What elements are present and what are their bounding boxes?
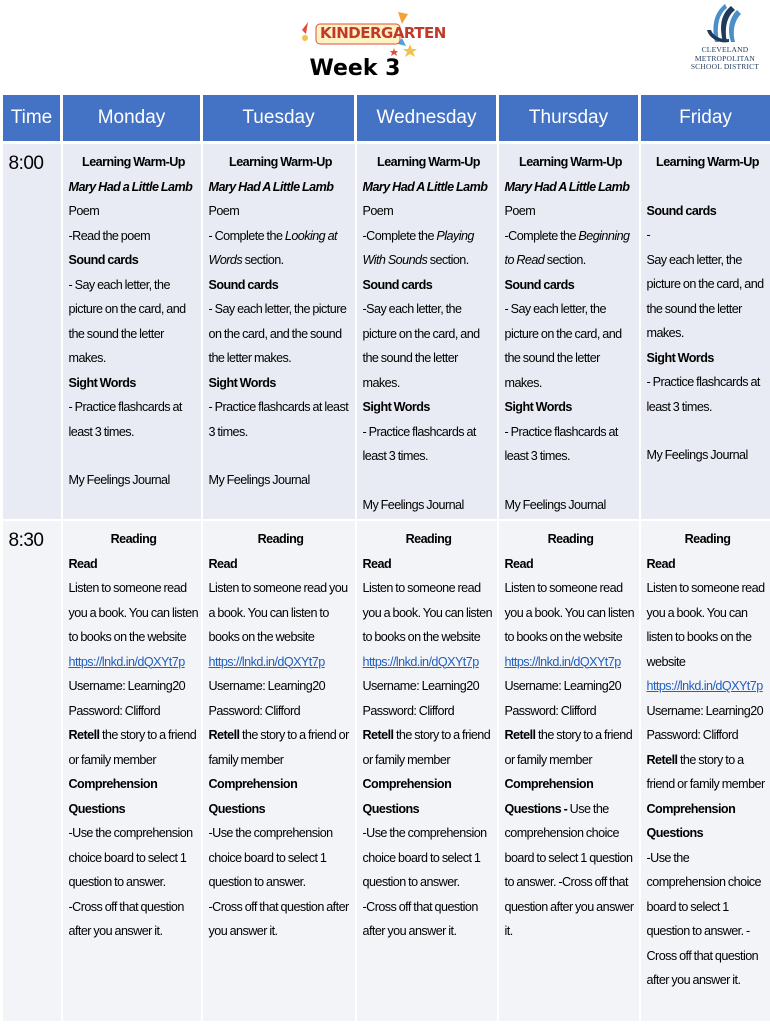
password-text: Password: Clifford <box>362 703 455 718</box>
poem-word: Poem <box>362 204 394 218</box>
retell-label: Retell <box>646 752 678 767</box>
username-text: Username: Learning20 <box>646 703 764 718</box>
sight-words-text: - Practice flashcards at least 3 times. <box>504 424 618 463</box>
sight-words-text: - Practice flashcards at least 3 times. <box>208 400 349 439</box>
complete-suffix: section. <box>544 253 586 267</box>
sight-words-text: - Practice flashcards at least 3 times. <box>362 424 476 463</box>
password-text: Password: Clifford <box>208 703 301 718</box>
listen-text: Listen to someone read you a book. You can listen to books on the website <box>504 581 635 644</box>
journal-text: My Feelings Journal <box>646 448 748 462</box>
block-title: Learning Warm-Up <box>229 155 332 169</box>
retell-label: Retell <box>208 728 240 742</box>
read-label: Read <box>362 556 392 571</box>
header-tuesday: Tuesday <box>202 94 356 143</box>
complete-prefix: -Complete the <box>504 228 579 243</box>
comprehension-label: Comprehension Questions <box>646 801 736 840</box>
complete-prefix: - Complete the <box>208 228 285 243</box>
sight-words-label: Sight Words <box>504 400 572 414</box>
cell-thursday-reading <box>498 520 640 1022</box>
read-label: Read <box>646 556 676 571</box>
header-time: Time <box>2 94 62 143</box>
district-name-line-2: METROPOLITAN <box>694 53 756 63</box>
poem-title: Mary Had A Little Lamb <box>362 179 488 194</box>
time-cell: 8:30 <box>2 520 62 1022</box>
comprehension-text: -Use the comprehension choice board to select 1 question to answer. <box>68 826 193 889</box>
cell-friday-reading <box>640 520 770 1022</box>
comprehension-label: Comprehension Questions - <box>504 777 594 816</box>
retell-line <box>647 748 769 797</box>
password-text: Password: Clifford <box>504 703 597 718</box>
website-link[interactable]: https://lnkd.in/dQXYt7p <box>68 654 185 669</box>
block-title: Reading <box>257 532 304 546</box>
cell-monday-warmup <box>62 143 202 521</box>
retell-line <box>505 723 637 772</box>
block-title: Learning Warm-Up <box>377 155 480 169</box>
sight-words-text: - Practice flashcards at least 3 times. <box>646 375 760 414</box>
sound-cards-label: Sound cards <box>362 277 433 292</box>
comprehension-label: Comprehension Questions <box>362 777 452 816</box>
complete-suffix: section. <box>242 253 284 267</box>
district-name-line-1: CLEVELAND <box>701 45 749 54</box>
website-link[interactable]: https://lnkd.in/dQXYt7p <box>362 654 479 669</box>
header-monday: Monday <box>62 94 202 143</box>
retell-line <box>69 723 199 772</box>
retell-text: the story to a friend or family member <box>646 752 765 791</box>
website-link[interactable]: https://lnkd.in/dQXYt7p <box>208 654 325 669</box>
section-name: Looking at Words <box>208 228 337 267</box>
page-header <box>0 0 770 92</box>
comprehension-text: -Use the comprehension choice board to select 1 question to answer. <box>208 826 333 889</box>
sight-words-label: Sight Words <box>646 350 714 365</box>
journal-text: My Feelings Journal <box>504 497 606 512</box>
listen-text: Listen to someone read you a book. You can listen to books on the website <box>208 581 348 644</box>
sound-cards-label: Sound cards <box>68 253 139 267</box>
complete-instruction <box>363 224 495 273</box>
sight-words-text: - Practice flashcards at least 3 times. <box>68 400 182 439</box>
comprehension-label: Comprehension Questions <box>208 777 298 816</box>
journal-text: My Feelings Journal <box>362 497 464 512</box>
sound-cards-text: - Say each letter, the picture on the card, and the sound the letter makes. <box>68 277 186 365</box>
read-label: Read <box>208 556 238 571</box>
retell-text: the story to a friend or family member <box>504 728 633 767</box>
cross-off-text: -Cross off that question after you answer it. <box>68 899 184 938</box>
listen-text: Listen to someone read you a book. You can listen to books on the website <box>68 581 199 644</box>
comprehension-text: -Use the comprehension choice board to select 1 question to answer. -Cross off that question after you answer it. <box>646 850 762 987</box>
journal-text: My Feelings Journal <box>208 473 310 487</box>
table-row-830 <box>2 520 770 1022</box>
section-name: Beginning to Read <box>504 228 630 267</box>
district-logo <box>685 2 765 86</box>
header-friday: Friday <box>640 94 770 143</box>
retell-text: the story to a friend or family member <box>362 728 491 767</box>
retell-label: Retell <box>362 728 394 742</box>
cell-tuesday-warmup <box>202 143 356 521</box>
sight-words-label: Sight Words <box>362 400 430 414</box>
username-text: Username: Learning20 <box>68 679 186 693</box>
cell-friday-warmup <box>640 143 770 521</box>
sight-words-label: Sight Words <box>68 375 136 390</box>
read-instruction: -Read the poem <box>68 228 151 243</box>
poem-word: Poem <box>208 204 240 218</box>
header-thursday: Thursday <box>498 94 640 143</box>
cell-thursday-warmup <box>498 143 640 521</box>
block-title: Learning Warm-Up <box>519 155 622 169</box>
table-row-800 <box>2 143 770 521</box>
poem-word: Poem <box>504 204 536 218</box>
complete-instruction <box>505 224 637 273</box>
comprehension-text: -Use the comprehension choice board to select 1 question to answer. <box>362 826 487 889</box>
sight-words-label: Sight Words <box>208 375 276 390</box>
website-link[interactable]: https://lnkd.in/dQXYt7p <box>504 654 621 669</box>
district-name-line-3: SCHOOL DISTRICT <box>690 62 760 71</box>
district-name <box>685 46 765 72</box>
week-title: Week 3 <box>309 56 401 81</box>
kindergarten-logo <box>298 8 446 58</box>
table-header-row <box>2 94 770 143</box>
sound-cards-text: - Say each letter, the picture on the card, and the sound the letter makes. <box>208 302 347 365</box>
cross-off-text: -Cross off that question after you answer it. <box>208 899 349 938</box>
sound-cards-text: Say each letter, the picture on the card, and the sound the letter makes. <box>646 252 764 340</box>
poem-word: Poem <box>68 204 100 218</box>
weekly-schedule-table <box>0 92 770 1023</box>
retell-line <box>363 723 495 772</box>
read-label: Read <box>68 556 98 571</box>
comprehension-text: Use the comprehension choice board to select 1 question to answer. -Cross off that question after you answer it. <box>504 801 634 938</box>
poem-title: Mary Had A Little Lamb <box>208 179 334 194</box>
block-title: Learning Warm-Up <box>82 155 185 169</box>
complete-prefix: -Complete the <box>362 228 437 243</box>
retell-label: Retell <box>504 728 536 742</box>
retell-text: the story to a friend or family member <box>208 728 349 767</box>
poem-title: Mary Had A Little Lamb <box>504 179 630 194</box>
journal-text: My Feelings Journal <box>68 473 170 487</box>
comprehension-label: Comprehension Questions <box>68 777 158 816</box>
block-title: Learning Warm-Up <box>656 155 759 169</box>
password-text: Password: Clifford <box>68 703 161 718</box>
header-wednesday: Wednesday <box>356 94 498 143</box>
sound-cards-text: - Say each letter, the picture on the card, and the sound the letter makes. <box>504 302 622 390</box>
section-name: Playing With Sounds <box>362 228 474 267</box>
comprehension-line <box>505 772 637 944</box>
cell-wednesday-warmup <box>356 143 498 521</box>
listen-text: Listen to someone read you a book. You can listen to books on the website <box>646 581 765 669</box>
retell-text: the story to a friend or family member <box>68 728 197 767</box>
complete-suffix: section. <box>427 253 469 267</box>
username-text: Username: Learning20 <box>208 679 326 693</box>
complete-instruction <box>209 224 353 273</box>
cell-wednesday-reading <box>356 520 498 1022</box>
block-title: Reading <box>110 532 157 546</box>
password-text: Password: Clifford <box>646 728 739 742</box>
website-link[interactable]: https://lnkd.in/dQXYt7p <box>646 679 763 693</box>
district-emblem-icon <box>685 2 765 46</box>
block-title: Reading <box>684 532 731 546</box>
time-cell: 8:00 <box>2 143 62 521</box>
poem-title: Mary Had a Little Lamb <box>68 179 193 194</box>
block-title: Reading <box>547 532 594 546</box>
sound-cards-label: Sound cards <box>646 203 717 218</box>
sound-cards-dash: - <box>646 228 651 242</box>
listen-text: Listen to someone read you a book. You can listen to books on the website <box>362 581 493 644</box>
read-label: Read <box>504 556 534 571</box>
retell-label: Retell <box>68 728 100 742</box>
retell-line <box>209 723 353 772</box>
block-title: Reading <box>405 532 452 546</box>
cross-off-text: -Cross off that question after you answer it. <box>362 899 478 938</box>
cell-tuesday-reading <box>202 520 356 1022</box>
username-text: Username: Learning20 <box>504 679 622 693</box>
username-text: Username: Learning20 <box>362 679 480 693</box>
kindergarten-logo-word: KINDERGARTEN <box>320 24 446 42</box>
sound-cards-label: Sound cards <box>504 277 575 292</box>
sound-cards-text: -Say each letter, the picture on the card, and the sound the letter makes. <box>362 302 480 390</box>
sound-cards-label: Sound cards <box>208 277 279 292</box>
cell-monday-reading <box>62 520 202 1022</box>
